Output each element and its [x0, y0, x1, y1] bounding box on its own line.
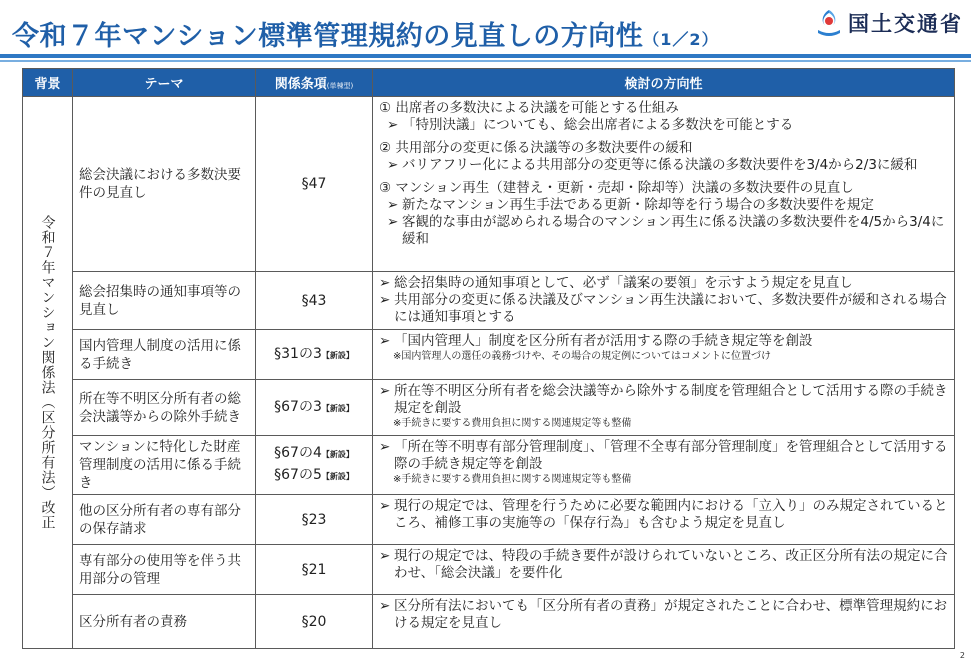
bullet-arrow-icon: ➢: [379, 292, 391, 308]
theme-cell: 総会決議における多数決要件の見直し: [73, 97, 256, 272]
direction-cell: [373, 436, 955, 495]
bullet-arrow-icon: ➢: [387, 157, 399, 173]
bullet-item: [379, 197, 948, 214]
article-line: [258, 443, 370, 465]
table-row: [23, 495, 955, 545]
table-row: [23, 330, 955, 380]
header-article: 関係条項(単棟型): [256, 69, 373, 97]
bullet-text: バリアフリー化による共用部分の変更等に係る決議の多数決要件を3/4から2/3に緩和: [402, 157, 918, 173]
article-number: §67の3: [274, 398, 322, 415]
bullet-item: [379, 439, 948, 473]
article-number: §43: [301, 292, 327, 309]
article-line: [258, 560, 370, 580]
article-line: [258, 344, 370, 366]
article-line: [258, 291, 370, 311]
bullet-arrow-icon: ➢: [387, 117, 399, 133]
bullet-text: 区分所有法においても「区分所有者の責務」が規定されたことに合わせ、標準管理規約における規定を見直し: [394, 598, 948, 631]
article-cell: [256, 330, 373, 380]
bullet-item: [379, 333, 948, 350]
table-row: [23, 595, 955, 649]
table-row: [23, 380, 955, 436]
article-cell: [256, 495, 373, 545]
new-tag: 【新設】: [321, 472, 354, 481]
article-cell: [256, 272, 373, 330]
policy-table: [22, 68, 955, 649]
bullet-arrow-icon: ➢: [379, 598, 391, 614]
bullet-text: 「特別決議」についても、総会出席者による多数決を可能とする: [402, 117, 794, 133]
bullet-text: 「国内管理人」制度を区分所有者が活用する際の手続き規定等を創設: [394, 333, 813, 349]
article-number: §20: [301, 613, 327, 630]
bullet-item: [379, 598, 948, 632]
header-theme: テーマ: [73, 69, 256, 97]
background-cell: [23, 97, 73, 649]
article-cell: [256, 545, 373, 595]
background-text: 令和７年マンション関係法（区分所有法）改正: [39, 215, 56, 530]
table-row: [23, 97, 955, 272]
mlit-logo: [816, 8, 963, 38]
new-tag: 【新設】: [321, 350, 354, 360]
bullet-arrow-icon: ➢: [387, 197, 399, 213]
page-title: 令和７年マンション標準管理規約の見直しの方向性（1／2）: [12, 21, 719, 52]
article-cell: [256, 97, 373, 272]
article-cell: [256, 436, 373, 495]
mlit-logo-icon: [816, 8, 842, 38]
theme-cell: 国内管理人制度の活用に係る手続き: [73, 330, 256, 380]
bullet-text: 客観的な事由が認められる場合のマンション再生に係る決議の多数決要件を4/5から3/4に緩和: [402, 214, 945, 247]
page-title-sub: （1／2）: [643, 30, 719, 49]
note-text: ※国内管理人の選任の義務づけや、その場合の規定例についてはコメントに位置づけ: [393, 351, 771, 362]
group-heading: ③ マンション再生（建替え・更新・売却・除却等）決議の多数決要件の見直し: [379, 180, 854, 196]
bullet-text: 現行の規定では、特段の手続き要件が設けられていないところ、改正区分所有法の規定に合わせ、「総会決議」を要件化: [394, 548, 948, 581]
bullet-arrow-icon: ➢: [379, 383, 391, 399]
direction-group: [379, 180, 948, 248]
theme-cell: 区分所有者の責務: [73, 595, 256, 649]
article-number: §31の3: [274, 345, 322, 362]
table-header-row: [23, 69, 955, 97]
new-tag: 【新設】: [321, 450, 354, 459]
bullet-item: [379, 548, 948, 582]
new-tag: 【新設】: [321, 403, 354, 413]
article-line: [258, 510, 370, 530]
slide-header: [0, 0, 971, 56]
direction-cell: [373, 380, 955, 436]
table-row: [23, 436, 955, 495]
header-background: 背景: [23, 69, 73, 97]
bullet-arrow-icon: ➢: [387, 214, 399, 230]
bullet-text: 所在等不明区分所有者を総会決議等から除外する制度を管理組合として活用する際の手続き規定を創設: [394, 383, 948, 416]
article-cell: [256, 595, 373, 649]
logo-text: 国土交通省: [848, 12, 963, 36]
article-line: [258, 174, 370, 194]
bullet-arrow-icon: ➢: [379, 498, 391, 514]
direction-cell: [373, 97, 955, 272]
header-rule: [0, 54, 971, 58]
bullet-text: 新たなマンション再生手法である更新・除却等を行う場合の多数決要件を規定: [402, 197, 874, 213]
theme-cell: 他の区分所有者の専有部分の保存請求: [73, 495, 256, 545]
direction-cell: [373, 545, 955, 595]
bullet-item: [379, 157, 948, 174]
header-direction: 検討の方向性: [373, 69, 955, 97]
direction-group: [379, 100, 948, 134]
bullet-arrow-icon: ➢: [379, 548, 391, 564]
bullet-text: 「所在等不明専有部分管理制度」、「管理不全専有部分管理制度」を管理組合として活用する際の手続き規定等を創設: [394, 439, 948, 472]
bullet-text: 共用部分の変更に係る決議及びマンション再生決議において、多数決要件が緩和される場合には通知事項とする: [394, 292, 947, 325]
bullet-text: 総会招集時の通知事項として、必ず「議案の要領」を示すよう規定を見直し: [394, 275, 853, 291]
bullet-item: [379, 498, 948, 532]
bullet-item: [379, 117, 948, 134]
direction-cell: [373, 272, 955, 330]
article-line: [258, 397, 370, 419]
article-number: §47: [301, 176, 327, 192]
note-text: ※手続きに要する費用負担に関する関連規定等も整備: [393, 474, 632, 485]
article-number: §23: [301, 511, 327, 528]
page-number: 2: [959, 651, 965, 660]
direction-group: [379, 140, 948, 174]
bullet-item: [379, 383, 948, 417]
group-heading: ① 出席者の多数決による決議を可能とする仕組み: [379, 100, 679, 116]
article-number: §67の5: [274, 467, 322, 483]
article-cell: [256, 380, 373, 436]
article-number: §21: [301, 561, 327, 578]
article-line: [258, 465, 370, 487]
bullet-item: [379, 214, 948, 248]
table-row: [23, 272, 955, 330]
direction-cell: [373, 330, 955, 380]
theme-cell: 専有部分の使用等を伴う共用部分の管理: [73, 545, 256, 595]
note-text: ※手続きに要する費用負担に関する関連規定等も整備: [393, 418, 632, 429]
direction-cell: [373, 595, 955, 649]
header-rule-light: [0, 60, 971, 62]
header-article-note: (単棟型): [326, 82, 354, 90]
direction-cell: [373, 495, 955, 545]
bullet-arrow-icon: ➢: [379, 275, 391, 291]
bullet-arrow-icon: ➢: [379, 333, 391, 349]
bullet-item: [379, 292, 948, 326]
article-line: [258, 612, 370, 632]
theme-cell: 総会招集時の通知事項等の見直し: [73, 272, 256, 330]
bullet-text: 現行の規定では、管理を行うために必要な範囲内における「立入り」のみ規定されているところ、補修工事の実施等の「保存行為」も含むよう規定を見直し: [394, 498, 948, 531]
article-number: §67の4: [274, 445, 322, 461]
theme-cell: マンションに特化した財産管理制度の活用に係る手続き: [73, 436, 256, 495]
bullet-item: [379, 275, 948, 292]
theme-cell: 所在等不明区分所有者の総会決議等からの除外手続き: [73, 380, 256, 436]
table-row: [23, 545, 955, 595]
group-heading: ② 共用部分の変更に係る決議等の多数決要件の緩和: [379, 140, 693, 156]
bullet-arrow-icon: ➢: [379, 439, 391, 455]
